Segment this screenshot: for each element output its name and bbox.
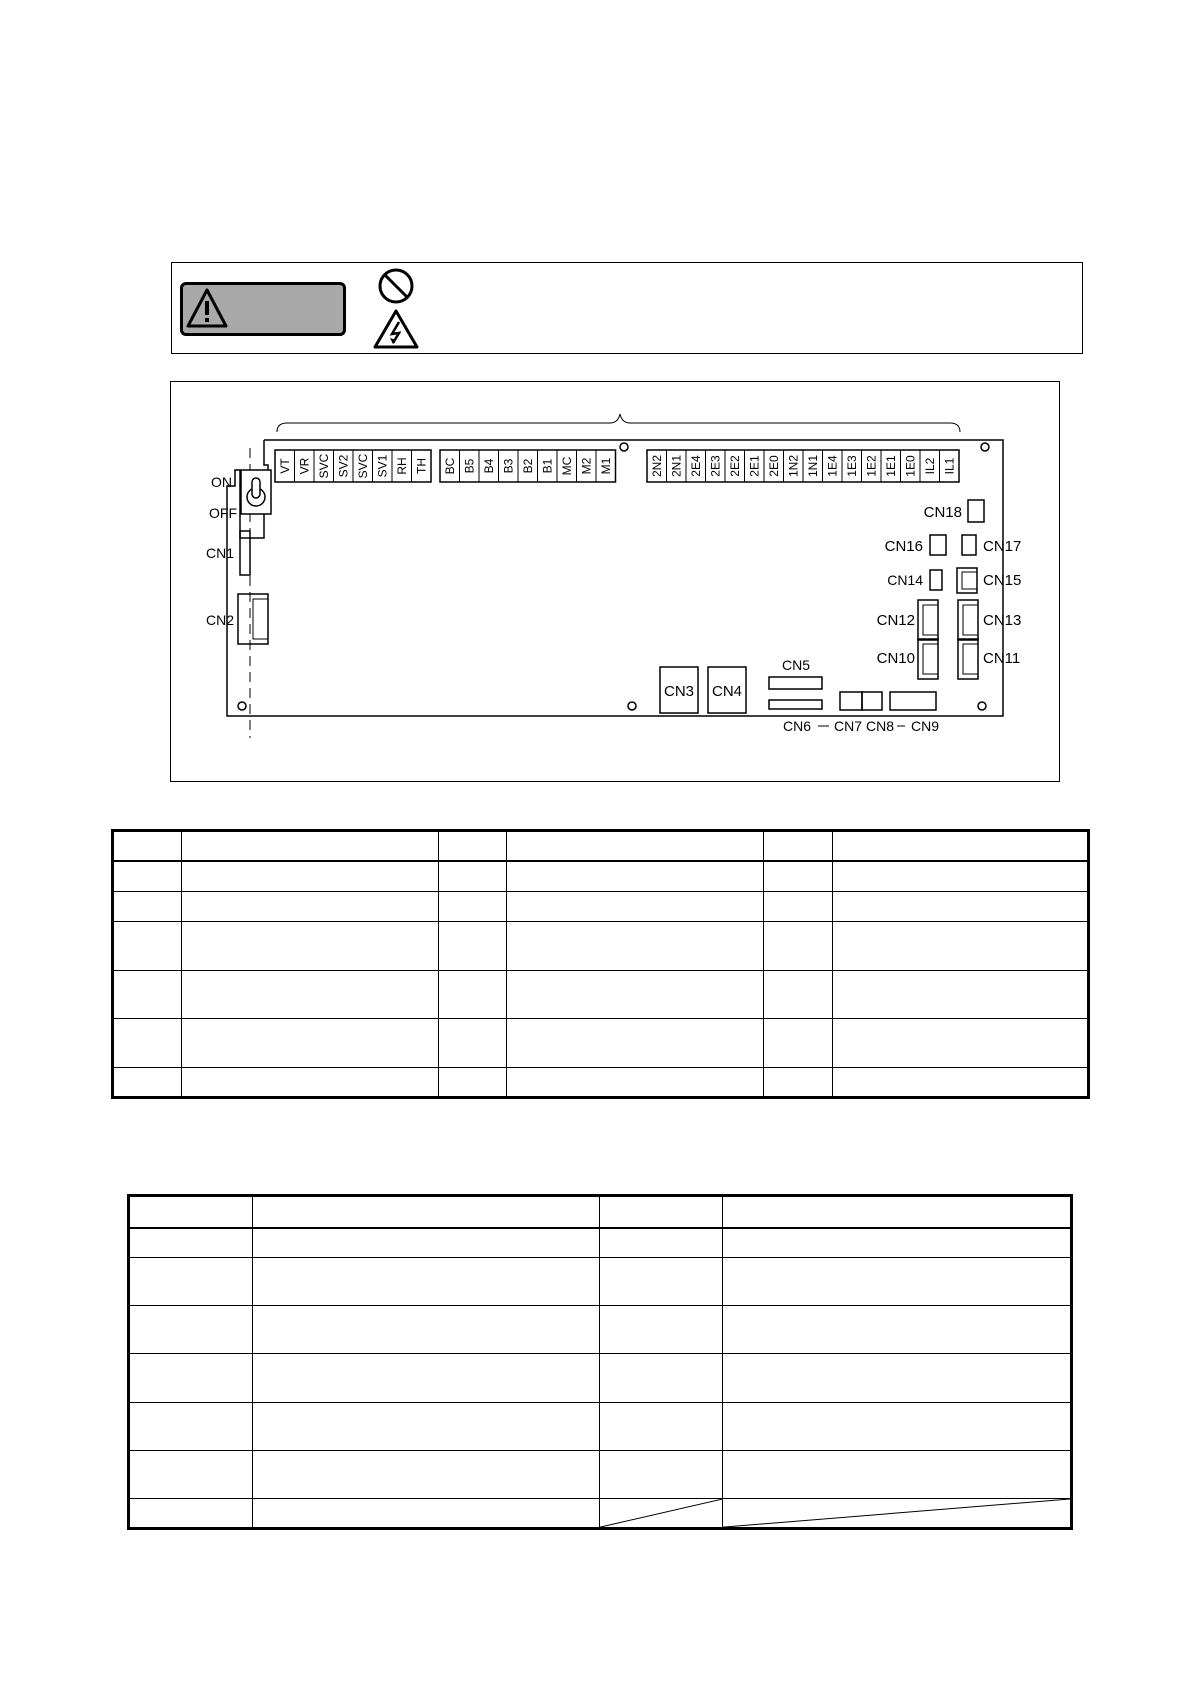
terminal-label: 1E0 [903, 455, 918, 477]
cn10-label: CN10 [876, 650, 915, 667]
cn13-label: CN13 [983, 612, 1022, 629]
terminal-label: TH [414, 458, 429, 474]
cn5-label: CN5 [781, 657, 811, 673]
table-header-row [129, 1196, 1072, 1228]
mounting-hole [628, 702, 636, 710]
connector-cn17 [962, 535, 976, 555]
cn14-label: CN14 [887, 572, 923, 588]
connector-cn8 [862, 692, 882, 710]
cn2-label: CN2 [205, 612, 234, 628]
connector-cn9 [890, 692, 936, 710]
terminal-label: B5 [462, 458, 477, 474]
blank-cell [599, 1498, 723, 1528]
connector-cn14 [930, 570, 942, 590]
terminal-label: BC [442, 457, 457, 475]
cn18-label: CN18 [923, 504, 962, 521]
terminal-label: 1N1 [805, 454, 820, 478]
switch-lever [252, 478, 260, 498]
table-row [113, 891, 1089, 921]
connector-cn16 [930, 535, 946, 555]
diagonal-line [600, 1499, 723, 1527]
table-row [113, 1067, 1089, 1097]
terminal-label: IL2 [922, 457, 937, 475]
cn9-label: CN9 [910, 718, 940, 734]
mounting-hole [978, 702, 986, 710]
cn8-label: CN8 [865, 718, 895, 734]
mounting-hole [981, 443, 989, 451]
terminal-label: 1E4 [825, 455, 840, 477]
terminal-label: B4 [481, 458, 496, 474]
terminal-label: 2E4 [688, 455, 703, 477]
table-row [113, 861, 1089, 891]
table-row [129, 1402, 1072, 1450]
cn17-label: CN17 [983, 538, 1022, 555]
terminal-label: MC [559, 456, 574, 476]
terminal-label: 2E3 [708, 455, 723, 477]
cn6-label: CN6 [782, 718, 812, 734]
connector-cn7 [840, 692, 862, 710]
terminal-label: 2N1 [669, 454, 684, 478]
cn15-label: CN15 [983, 572, 1022, 589]
switch-off-label: OFF [209, 505, 237, 521]
connector-cn18 [968, 500, 984, 522]
cn1-label: CN1 [205, 545, 234, 561]
table-row [113, 1019, 1089, 1068]
connector-cn15-inner [962, 572, 977, 589]
terminal-label: B2 [520, 458, 535, 474]
terminal-label: IL1 [942, 457, 957, 475]
switch-on-label: ON [211, 474, 232, 490]
table-header-row [113, 831, 1089, 861]
connector-cn5 [769, 677, 822, 689]
blank-cell [723, 1498, 1072, 1528]
table-row [113, 970, 1089, 1019]
terminal-label: 2E2 [727, 455, 742, 477]
connector-cn13-inner [963, 605, 978, 635]
cn11-label: CN11 [983, 650, 1021, 667]
connector-cn11-inner [963, 644, 978, 674]
cn7-label: CN7 [833, 718, 863, 734]
terminal-label: 2E0 [766, 455, 781, 477]
terminal-label: B1 [540, 458, 555, 474]
terminal-label: 1E3 [844, 455, 859, 477]
table-row [129, 1258, 1072, 1306]
terminal-label: RH [394, 457, 409, 475]
terminal-label: SV2 [336, 454, 351, 478]
table-row [129, 1228, 1072, 1258]
terminal-label: 2N2 [649, 454, 664, 478]
connector-cn2-inner [253, 599, 268, 639]
terminal-label: VT [277, 458, 292, 474]
connector-cn12 [918, 600, 938, 640]
diagonal-line [723, 1499, 1070, 1527]
terminal-label: 1E2 [864, 455, 879, 477]
terminal-label: SVC [355, 453, 370, 479]
table-row [129, 1450, 1072, 1498]
mounting-hole [238, 702, 246, 710]
connector-cn13 [958, 600, 978, 640]
cn4-label: CN4 [711, 683, 743, 700]
cn12-label: CN12 [876, 612, 915, 629]
connector-cn10 [918, 639, 938, 679]
terminal-label: M1 [598, 457, 613, 475]
terminal-label: B3 [501, 458, 516, 474]
connector-cn6 [769, 700, 822, 709]
table-row [129, 1498, 1072, 1528]
terminal-blocks [275, 450, 959, 482]
cn16-label: CN16 [884, 538, 923, 555]
terminal-table [111, 829, 1090, 1099]
table-row [129, 1354, 1072, 1402]
terminal-label: 1N2 [786, 454, 801, 478]
cn3-label: CN3 [663, 683, 695, 700]
terminal-label: VR [297, 457, 312, 475]
terminal-brace [277, 414, 960, 432]
connector-table [127, 1194, 1073, 1530]
connector-cn10-inner [923, 644, 938, 674]
terminal-label: M2 [579, 457, 594, 475]
terminal-label: SVC [316, 453, 331, 479]
table-row [113, 921, 1089, 970]
table-row [129, 1306, 1072, 1354]
terminal-label: 1E1 [883, 455, 898, 477]
terminal-label: 2E1 [747, 455, 762, 477]
connector-cn12-inner [923, 605, 938, 635]
mounting-hole [620, 443, 628, 451]
terminal-label: SV1 [375, 454, 390, 478]
connector-cn11 [958, 639, 978, 679]
